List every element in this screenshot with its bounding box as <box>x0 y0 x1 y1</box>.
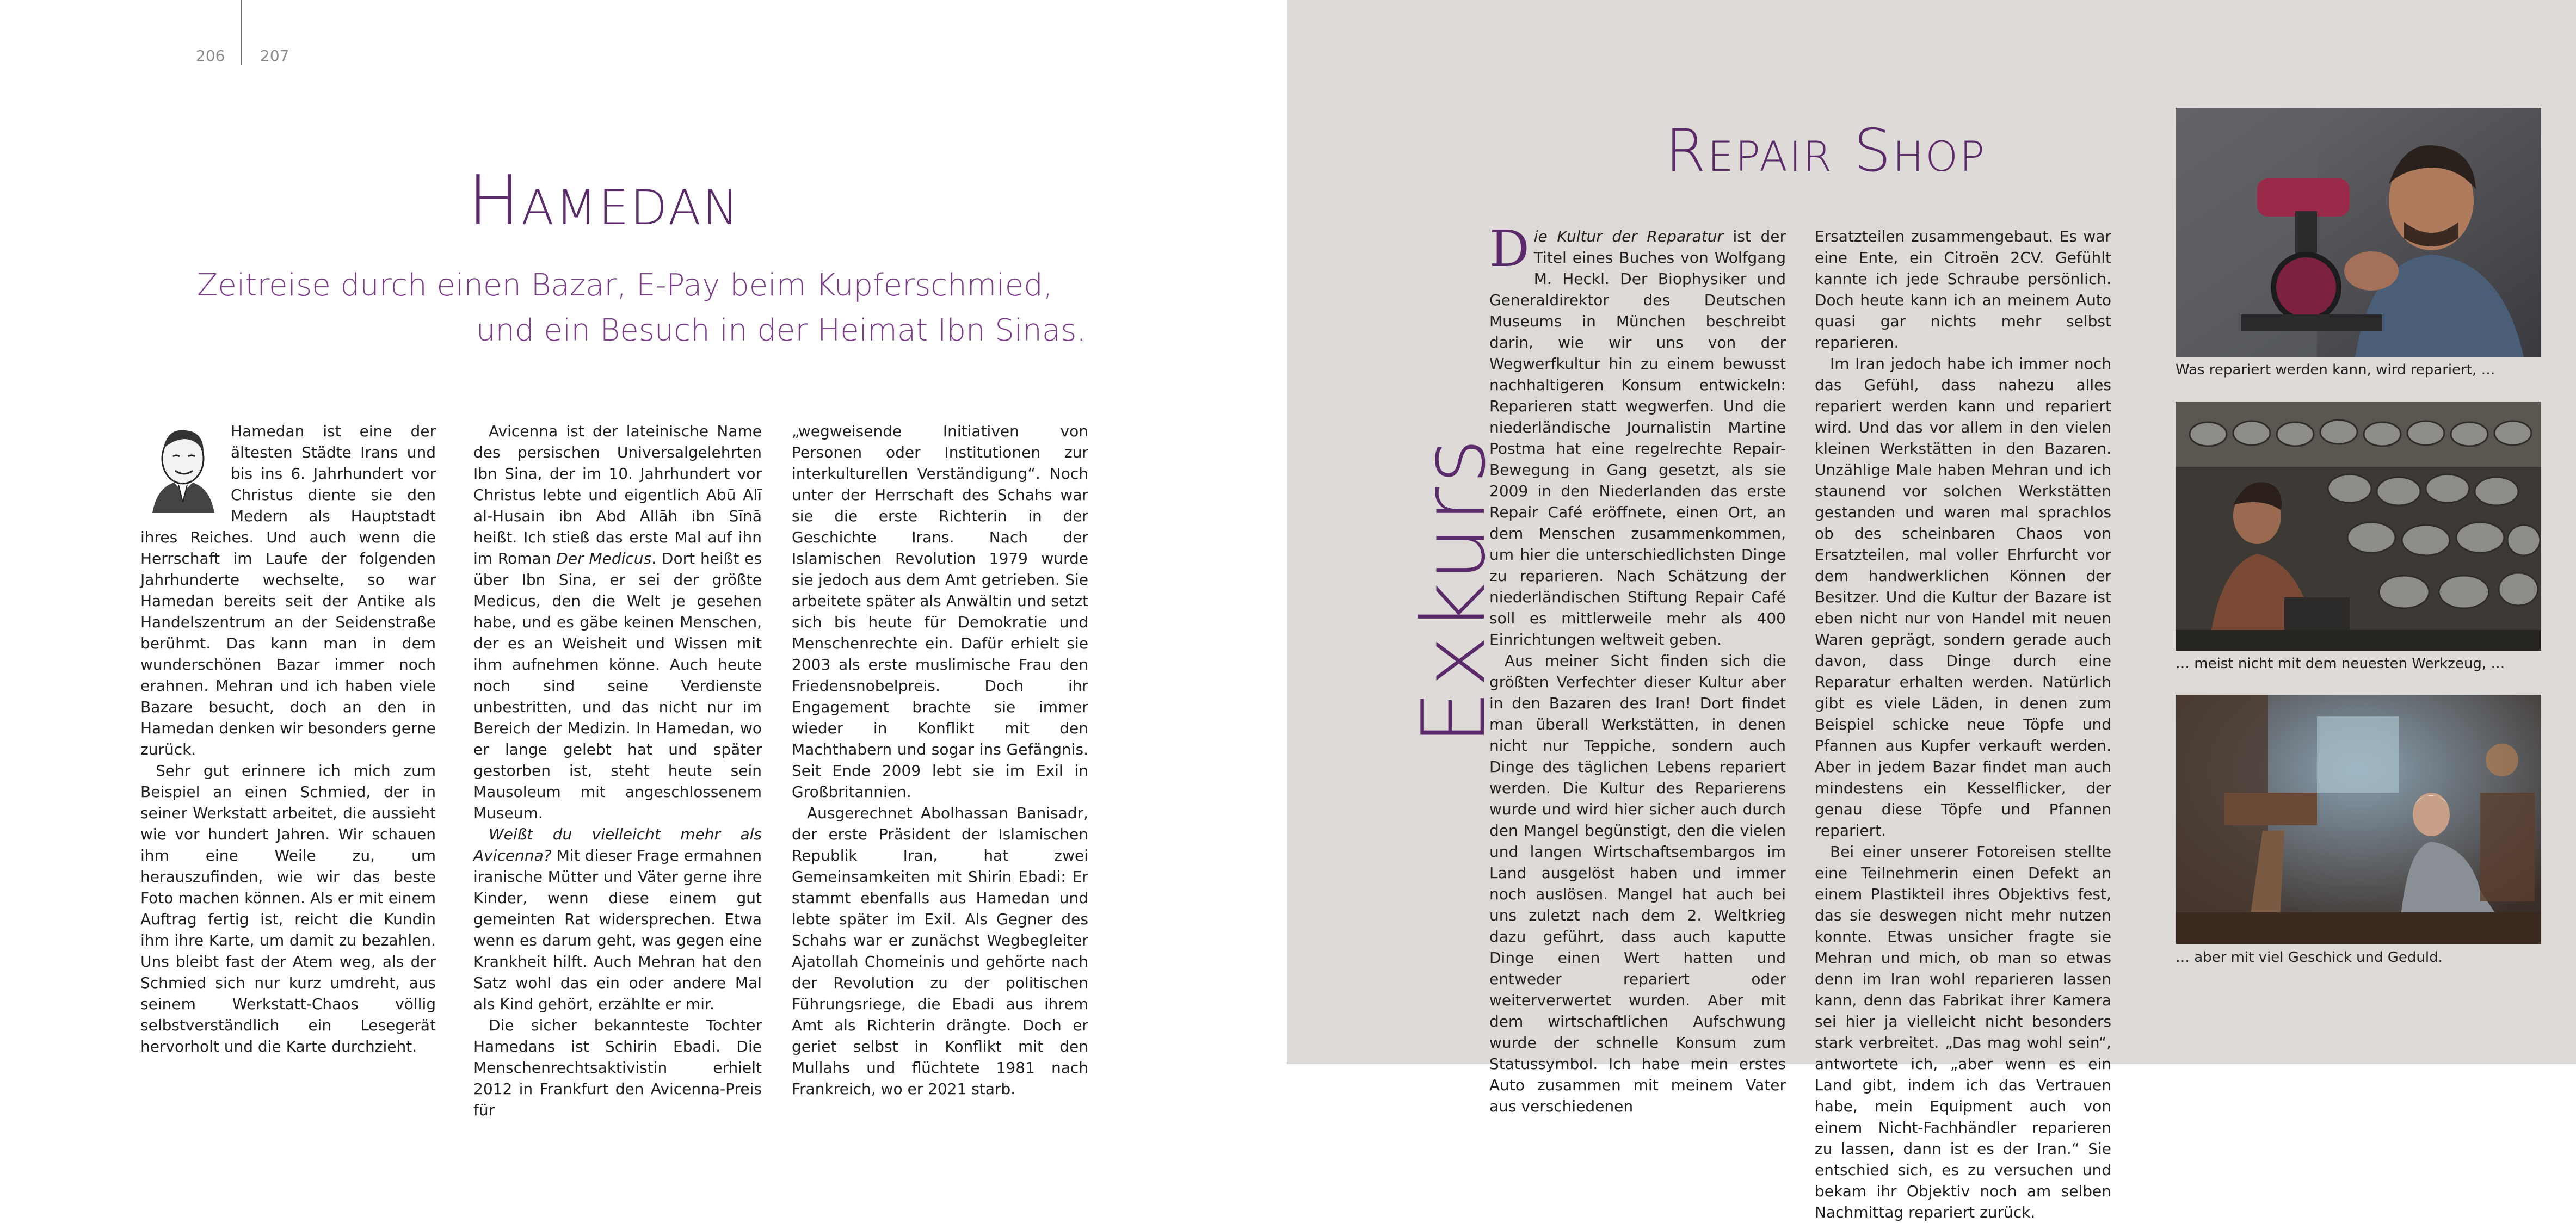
right-column-2 <box>1815 226 2111 1223</box>
exkurs-vertical-label: Exkurs <box>1403 435 1505 745</box>
right-col2-paragraph-1: Ersatzteilen zusammengebaut. Es war eine Ente, ein Citroën 2CV. Gefühlt kannte ich jede Schraube persönlich. Doch heute kann ich an meinem Auto quasi gar nichts mehr selbst reparieren. <box>1815 227 2111 351</box>
photo-caption-1: Was repariert werden kann, wird repariert, … <box>2176 362 2495 378</box>
right-col2-paragraph-2: Im Iran jedoch habe ich immer noch das Gefühl, dass nahezu alles repariert werden kann und repariert wird. Und das vor allem in den vielen kleinen Werkstätten in den Bazaren. Unzählige Male haben Mehran und ich staunend vor solchen Werkstätten gestanden und waren mal sprachlos ob des scheinbaren Chaos von Ersatzteilen, mal voller Ehrfurcht vor dem handwerklichen Können der Besitzer. Und die Kultur der Bazare ist eben nicht nur von Handel mit neuen Waren geprägt, sondern gerade auch davon, dass Dinge durch eine Reparatur erhalten werden. Natürlich gibt es viele Läden, in denen zum Beispiel schicke neue Töpfe und Pfannen aus Kupfer verkauft werden. Aber in jedem Bazar findet man auch mindestens ein Kesselflicker, der genau diese Töpfe und Pfannen repariert. <box>1815 355 2111 839</box>
right-col1-paragraph-1 <box>1489 220 1786 650</box>
right-column-1 <box>1489 220 1786 1117</box>
left-column-3 <box>792 421 1088 1100</box>
photo-pots-workshop <box>2176 402 2541 651</box>
chapter-subtitle-line-1: Zeitreise durch einen Bazar, E-Pay beim Kupferschmied, <box>197 268 1053 303</box>
left-col3-paragraph-2: Ausgerechnet Abolhassan Banisadr, der erste Präsident der Islamischen Republik Iran, hat zwei Gemeinsamkeiten mit Shirin Ebadi: Er stammt ebenfalls aus Hamedan und lebte später im Exil. Als Gegner des Schahs war er zunächst Wegbegleiter Ajatollah Chomeinis und gehörte nach der Revolution zu der politischen Führungsriege, die Ebadi aus ihrem Amt als Richterin drängte. Doch er geriet selbst in Konflikt mit den Mullahs und flüchtete 1981 nach Frankreich, wo er 2021 starb. <box>792 804 1088 1098</box>
left-col2-paragraph-3: Die sicher bekannteste Tochter Hamedans ist Schirin Ebadi. Die Menschenrechtsaktivistin erhielt 2012 in Frankfurt den Avicenna-Preis für <box>473 1016 762 1119</box>
page-number-divider <box>241 0 242 65</box>
left-col2-p1-text-a: Avicenna ist der lateinische Name des persischen Universalgelehrten Ibn Sina, der im 10. Jahrhundert vor Christus lebte und eigentlich Abū Alī al-Husain ibn Abd Allāh ibn Sīnā heißt. Ich stieß das erste Mal auf ihn im Roman <box>473 422 762 567</box>
photo-caption-2: … meist nicht mit dem neuesten Werkzeug, … <box>2176 656 2505 672</box>
photo-caption-3: … aber mit viel Geschick und Geduld. <box>2176 949 2443 966</box>
photo-sewing-repair <box>2176 108 2541 357</box>
book-title-kultur-der-reparatur: ie Kultur der Reparatur <box>1533 227 1723 245</box>
left-col2-p1-text-b: . Dort heißt es über Ibn Sina, er sei der größte Medicus, den die Welt je gesehen habe, und es gäbe keinen Menschen, der es an Weisheit und Wissen mit ihm aufnehmen könne. Auch heute noch sind seine Verdienste unbestritten, und das nicht nur im Bereich der Medizin. In Hamedan, wo er lange gelebt hat und später gestorben ist, steht heute sein Mausoleum mit angeschlossenem Museum. <box>473 549 762 822</box>
left-column-2 <box>473 421 762 1121</box>
left-col2-paragraph-2 <box>473 824 762 1015</box>
left-page <box>0 0 1287 1119</box>
exkurs-title: Repair Shop <box>1665 117 1986 185</box>
chapter-title: Hamedan <box>468 160 740 240</box>
author-portrait-illustration <box>140 421 222 513</box>
book-title-der-medicus: Der Medicus <box>556 549 652 567</box>
left-col2-paragraph-1 <box>473 421 762 824</box>
drop-cap: D <box>1489 220 1530 278</box>
left-col1-paragraph-1: Hamedan ist eine der ältesten Städte Irans und bis ins 6. Jahrhundert vor Christus diente sie den Medern als Hauptstadt ihres Reiches. Und auch wenn die Herrschaft im Laufe der folgenden Jahrhunderte wechselte, so war Hamedan bereits seit der Antike als Handelszentrum an der Seidenstraße berühmt. Das kann man in dem wunderschönen Bazar immer noch erahnen. Mehran und ich haben viele Bazare besucht, doch an den in Hamedan denken wir besonders gerne zurück. <box>140 422 436 758</box>
left-column-1 <box>140 421 436 1057</box>
right-col1-paragraph-2: Aus meiner Sicht finden sich die größten Verfechter dieser Kultur aber in den Bazaren des Iran! Dort findet man überall Werkstätten, in denen nicht nur Teppiche, sondern auch Dinge des täglichen Lebens repariert werden. Die Kultur des Reparierens wurde und wird hier sicher auch durch den Mangel begünstigt, den die vielen und langen Wirtschaftsembargos im Land ausgelöst haben und immer noch auslösen. Mangel hat auch bei uns zuletzt nach dem 2. Weltkrieg dazu geführt, dass auch kaputte Dinge einen Wert hatten und entweder repariert oder weiterverwertet wurden. Aber mit dem wirtschaftlichen Aufschwung wurde der schnelle Konsum zum Statussymbol. Ich habe mein erstes Auto zusammen mit meinem Vater aus verschiedenen <box>1489 652 1786 1115</box>
avicenna-question: Weißt du vielleicht mehr als Avicenna? <box>473 825 762 864</box>
page-number-right: 207 <box>260 47 289 65</box>
right-col2-paragraph-3: Bei einer unserer Fotoreisen stellte eine Teilnehmerin einen Defekt an einem Plastikteil ihres Objektivs fest, das sie deswegen nicht mehr nutzen konnte. Etwas unsicher fragte sie Mehran und mich, ob man so etwas denn im Iran wohl reparieren lassen kann, denn das Fabrikat ihrer Kamera sei hier ja vielleicht nicht besonders stark verbreitet. „Das mag wohl sein“, antwortete ich, „aber wenn es ein Land gibt, indem ich das Vertrauen habe, mein Equipment auch von einem Nicht-Fachhändler reparieren zu lassen, dann ist es der Iran.“ Sie entschied sich, es zu versuchen und bekam ihr Objektiv noch am selben Nachmittag repariert zurück. <box>1815 843 2111 1221</box>
photo-old-workshop <box>2176 695 2541 944</box>
left-col1-paragraph-2: Sehr gut erinnere ich mich zum Beispiel an einen Schmied, der in seiner Werkstatt arbeitet, die aussieht wie vor hundert Jahren. Wir schauen ihm eine Weile zu, um herauszufinden, wie wir das beste Foto machen können. Als er mit einem Auftrag fertig ist, reicht die Kundin ihm ihre Karte, um damit zu bezahlen. Uns bleibt fast der Atem weg, als der Schmied sich nur kurz umdreht, aus seinem Werkstatt-Chaos völlig selbstverständlich ein Lesegerät hervorholt und die Karte durchzieht. <box>140 762 436 1055</box>
chapter-subtitle-line-2: und ein Besuch in der Heimat Ibn Sinas. <box>476 313 1087 348</box>
page-number-left: 206 <box>196 47 225 65</box>
left-col2-p2-text: Mit dieser Frage ermahnen iranische Mütter und Väter gerne ihre Kinder, wenn diese einem gut gemeinten Rat widersprechen. Etwa wenn es darum geht, was gegen eine Krankheit hilft. Auch Mehran hat den Satz wohl das ein oder andere Mal als Kind gehört, erzählte er mir. <box>473 847 762 1013</box>
right-col1-p1-text: ist der Titel eines Buches von Wolfgang M. Heckl. Der Biophysiker und Generaldirektor des Deutschen Museums in München beschreibt darin, wie wir uns von der Wegwerfkultur hin zu einem bewusst nachhaltigeren Konsum entwickeln: Reparieren statt wegwerfen. Und die niederländische Journalistin Martine Postma hat eine regelrechte Repair-Bewegung in Gang gesetzt, als sie 2009 in den Niederlanden das erste Repair Café eröffnete, einen Ort, an dem Menschen zusammenkommen, um hier die unterschiedlichsten Dinge zu reparieren. Nach Schätzung der niederländischen Stiftung Repair Café soll es mittlerweile mehr als 400 Einrichtungen weltweit geben. <box>1489 227 1786 648</box>
left-col3-paragraph-1: „wegweisende Initiativen von Personen oder Institutionen zur interkulturellen Verständigung“. Noch unter der Herrschaft des Schahs war sie die erste Richterin in der Geschichte Irans. Nach der Islamischen Revolution 1979 wurde sie jedoch aus dem Amt getrieben. Sie arbeitete später als Anwältin und setzt sich bis heute für Demokratie und Menschenrechte ein. Dafür erhielt sie 2003 als erste muslimische Frau den Friedensnobelpreis. Doch ihr Engagement brachte sie immer wieder in Konflikt mit den Machthabern und sogar ins Gefängnis. Seit Ende 2009 lebt sie im Exil in Großbritannien. <box>792 422 1088 801</box>
